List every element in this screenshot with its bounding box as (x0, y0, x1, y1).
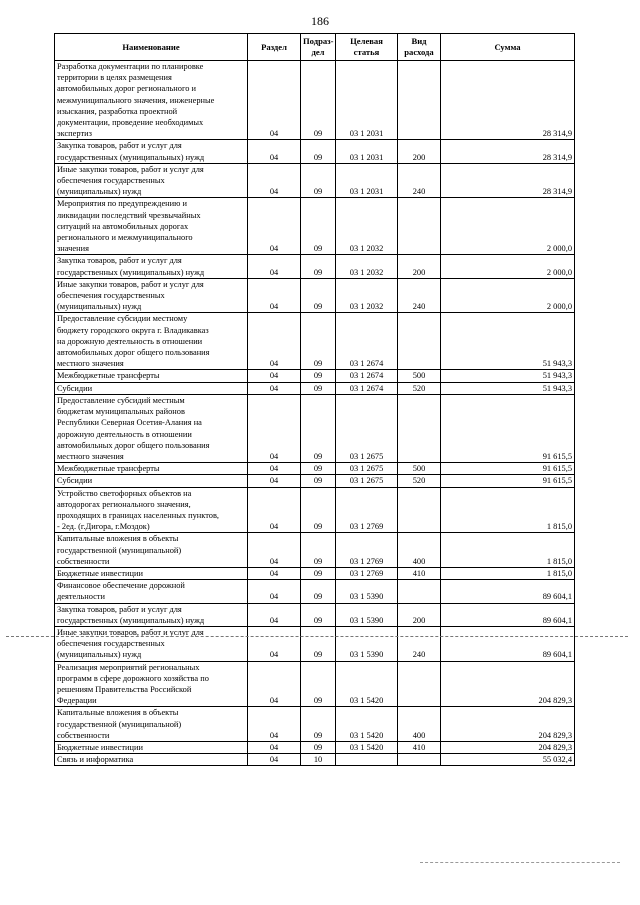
cell-target: 03 1 2032 (336, 255, 398, 278)
cell-sum: 51 943,3 (441, 313, 575, 370)
header-section: Раздел (248, 34, 301, 61)
cell-subsection: 09 (301, 394, 336, 462)
table-row (55, 394, 575, 462)
header-target: Целевая статья (336, 34, 398, 61)
cell-section: 04 (248, 754, 301, 766)
table-row (55, 661, 575, 707)
page-number: 186 (311, 14, 329, 28)
table-row (55, 603, 575, 626)
cell-target: 03 1 2032 (336, 278, 398, 313)
table-row (55, 313, 575, 370)
cell-section: 04 (248, 463, 301, 475)
cell-section: 04 (248, 198, 301, 255)
table-row (55, 382, 575, 394)
cell-sum: 2 000,0 (441, 255, 575, 278)
cell-section: 04 (248, 255, 301, 278)
cell-target: 03 1 2674 (336, 382, 398, 394)
cell-sum: 28 314,9 (441, 61, 575, 140)
cell-target: 03 1 5420 (336, 661, 398, 707)
cell-subsection: 09 (301, 475, 336, 487)
cell-type: 520 (398, 382, 441, 394)
cell-type: 400 (398, 533, 441, 568)
cell-section: 04 (248, 163, 301, 198)
cell-subsection: 09 (301, 140, 336, 163)
cell-type: 500 (398, 463, 441, 475)
cell-section: 04 (248, 487, 301, 533)
cell-name: Межбюджетные трансферты (55, 463, 248, 475)
cell-name: Бюджетные инвестиции (55, 741, 248, 753)
cell-section: 04 (248, 603, 301, 626)
cell-sum: 2 000,0 (441, 278, 575, 313)
cell-type: 200 (398, 255, 441, 278)
cell-target: 03 1 5390 (336, 603, 398, 626)
cell-subsection: 09 (301, 463, 336, 475)
cell-section: 04 (248, 394, 301, 462)
cell-name: Закупка товаров, работ и услуг для государственных (муниципальных) нужд (55, 603, 248, 626)
cell-subsection: 09 (301, 661, 336, 707)
cell-subsection: 09 (301, 370, 336, 382)
cell-target (336, 754, 398, 766)
cell-subsection: 09 (301, 198, 336, 255)
cell-type: 200 (398, 603, 441, 626)
cell-sum: 55 032,4 (441, 754, 575, 766)
cell-target: 03 1 5420 (336, 707, 398, 742)
cell-target: 03 1 2675 (336, 394, 398, 462)
cell-type: 240 (398, 163, 441, 198)
cell-name: Предоставление субсидии местному бюджету городского округа г. Владикавказ на дорожную деятельность в отношении автомобильных дорог общего пользования местного значения (55, 313, 248, 370)
cell-sum: 28 314,9 (441, 163, 575, 198)
table-row (55, 198, 575, 255)
cell-target: 03 1 2769 (336, 487, 398, 533)
table-header-row (55, 34, 575, 61)
cell-name: Закупка товаров, работ и услуг для государственных (муниципальных) нужд (55, 140, 248, 163)
cell-name: Бюджетные инвестиции (55, 567, 248, 579)
cell-name: Субсидии (55, 382, 248, 394)
table-row (55, 741, 575, 753)
cell-name: Иные закупки товаров, работ и услуг для обеспечения государственных (муниципальных) нужд (55, 163, 248, 198)
cell-sum: 91 615,5 (441, 394, 575, 462)
cell-type: 200 (398, 140, 441, 163)
cell-type (398, 754, 441, 766)
cell-sum: 1 815,0 (441, 487, 575, 533)
cell-target: 03 1 2769 (336, 567, 398, 579)
table-row (55, 255, 575, 278)
cell-section: 04 (248, 626, 301, 661)
cell-subsection: 09 (301, 707, 336, 742)
cell-name: Связь и информатика (55, 754, 248, 766)
cell-type (398, 487, 441, 533)
cell-name: Капитальные вложения в объекты государственной (муниципальной) собственности (55, 533, 248, 568)
cell-type: 500 (398, 370, 441, 382)
table-row (55, 475, 575, 487)
cell-sum: 2 000,0 (441, 198, 575, 255)
table-row (55, 580, 575, 603)
cell-sum: 1 815,0 (441, 533, 575, 568)
cell-subsection: 09 (301, 382, 336, 394)
cell-target: 03 1 2031 (336, 140, 398, 163)
cell-section: 04 (248, 567, 301, 579)
cell-type: 400 (398, 707, 441, 742)
cell-sum: 28 314,9 (441, 140, 575, 163)
header-subsection: Подраз- дел (301, 34, 336, 61)
table-row (55, 533, 575, 568)
cell-subsection: 09 (301, 278, 336, 313)
cell-type: 520 (398, 475, 441, 487)
cell-type (398, 198, 441, 255)
table-row (55, 370, 575, 382)
cell-type: 240 (398, 278, 441, 313)
cell-sum: 89 604,1 (441, 626, 575, 661)
cell-subsection: 09 (301, 533, 336, 568)
cell-name: Реализация мероприятий региональных программ в сфере дорожного хозяйства по решениям Правительства Российской Федерации (55, 661, 248, 707)
header-name: Наименование (55, 34, 248, 61)
cell-section: 04 (248, 313, 301, 370)
cell-target: 03 1 5390 (336, 580, 398, 603)
cell-section: 04 (248, 741, 301, 753)
cell-subsection: 09 (301, 487, 336, 533)
table-row (55, 567, 575, 579)
cell-target: 03 1 2031 (336, 61, 398, 140)
cell-subsection: 09 (301, 313, 336, 370)
cell-target: 03 1 2769 (336, 533, 398, 568)
cell-name: Закупка товаров, работ и услуг для государственных (муниципальных) нужд (55, 255, 248, 278)
budget-table (54, 33, 575, 766)
table-row (55, 487, 575, 533)
header-sum: Сумма (441, 34, 575, 61)
table-row (55, 163, 575, 198)
cell-name: Межбюджетные трансферты (55, 370, 248, 382)
cell-type (398, 661, 441, 707)
cell-subsection: 09 (301, 741, 336, 753)
cell-sum: 204 829,3 (441, 741, 575, 753)
cell-subsection: 10 (301, 754, 336, 766)
cell-sum: 51 943,3 (441, 370, 575, 382)
cell-name: Разработка документации по планировке территории в целях размещения автомобильных дорог регионального и межмуниципального значения, инженерные изыскания, разработка проектной документации, проведение необходимых экспертиз (55, 61, 248, 140)
cell-type: 410 (398, 567, 441, 579)
cell-section: 04 (248, 382, 301, 394)
scan-artifact-line (6, 636, 628, 637)
cell-subsection: 09 (301, 163, 336, 198)
cell-section: 04 (248, 580, 301, 603)
header-type: Вид расхода (398, 34, 441, 61)
cell-target: 03 1 2675 (336, 475, 398, 487)
cell-name: Иные закупки товаров, работ и услуг для обеспечения государственных (муниципальных) нужд (55, 278, 248, 313)
cell-subsection: 09 (301, 580, 336, 603)
cell-type (398, 394, 441, 462)
cell-name: Предоставление субсидий местным бюджетам муниципальных районов Республики Северная Осетия-Алания на дорожную деятельность в отношении автомобильных дорог общего пользования местного значения (55, 394, 248, 462)
table-row (55, 754, 575, 766)
cell-name: Финансовое обеспечение дорожной деятельности (55, 580, 248, 603)
cell-target: 03 1 2031 (336, 163, 398, 198)
cell-section: 04 (248, 278, 301, 313)
cell-type: 240 (398, 626, 441, 661)
cell-type: 410 (398, 741, 441, 753)
cell-target: 03 1 2674 (336, 313, 398, 370)
cell-target: 03 1 2032 (336, 198, 398, 255)
cell-subsection: 09 (301, 255, 336, 278)
cell-sum: 89 604,1 (441, 603, 575, 626)
cell-name: Капитальные вложения в объекты государственной (муниципальной) собственности (55, 707, 248, 742)
cell-sum: 91 615,5 (441, 463, 575, 475)
cell-subsection: 09 (301, 567, 336, 579)
cell-target: 03 1 5390 (336, 626, 398, 661)
cell-section: 04 (248, 370, 301, 382)
cell-name: Мероприятия по предупреждению и ликвидации последствий чрезвычайных ситуаций на автомобильных дорогах регионального и межмуниципального значения (55, 198, 248, 255)
cell-sum: 204 829,3 (441, 661, 575, 707)
cell-subsection: 09 (301, 61, 336, 140)
cell-subsection: 09 (301, 603, 336, 626)
cell-section: 04 (248, 661, 301, 707)
cell-target: 03 1 2675 (336, 463, 398, 475)
table-row (55, 463, 575, 475)
cell-sum: 204 829,3 (441, 707, 575, 742)
cell-section: 04 (248, 61, 301, 140)
cell-name: Субсидии (55, 475, 248, 487)
cell-section: 04 (248, 140, 301, 163)
cell-target: 03 1 5420 (336, 741, 398, 753)
cell-sum: 91 615,5 (441, 475, 575, 487)
table-row (55, 61, 575, 140)
cell-type (398, 580, 441, 603)
cell-type (398, 313, 441, 370)
cell-section: 04 (248, 475, 301, 487)
table-row (55, 626, 575, 661)
cell-section: 04 (248, 707, 301, 742)
scan-artifact-line (420, 862, 620, 863)
cell-sum: 1 815,0 (441, 567, 575, 579)
table-row (55, 140, 575, 163)
cell-type (398, 61, 441, 140)
cell-sum: 89 604,1 (441, 580, 575, 603)
cell-name: Устройство светофорных объектов на автодорогах регионального значения, проходящих в границах населенных пунктов, - 2ед. (г.Дигора, г.Моздок) (55, 487, 248, 533)
cell-section: 04 (248, 533, 301, 568)
table-row (55, 278, 575, 313)
table-row (55, 707, 575, 742)
cell-subsection: 09 (301, 626, 336, 661)
cell-name: Иные закупки товаров, работ и услуг для обеспечения государственных (муниципальных) нужд (55, 626, 248, 661)
cell-sum: 51 943,3 (441, 382, 575, 394)
cell-target: 03 1 2674 (336, 370, 398, 382)
